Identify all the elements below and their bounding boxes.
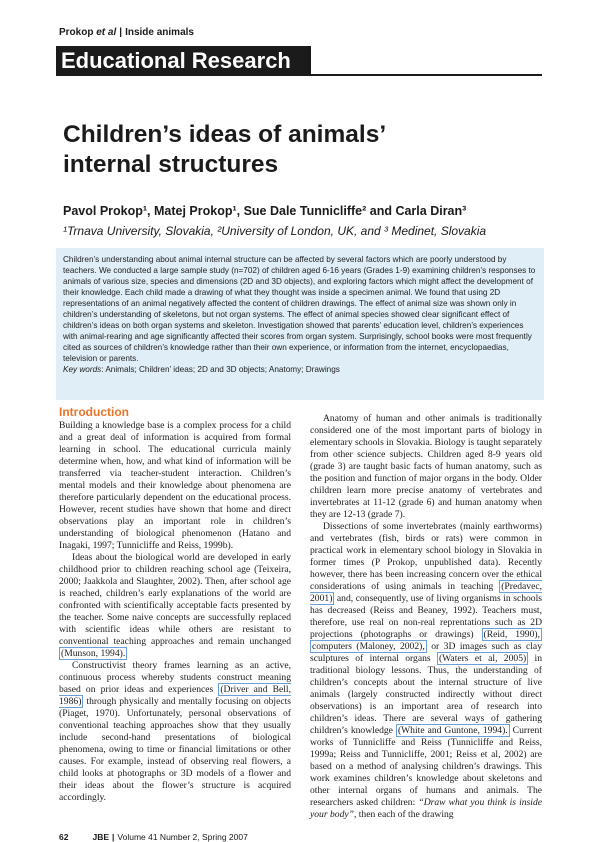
left-p3-text-cont: through physically and mentally focusing on objects (Piaget, 1970). Unfortunately, personal observations of conventional teaching approaches show that they usually include second-hand presentations of biological phenomena, owing to time or financial limitations or other causes. For example, instead of observing real flowers, a child looks at photographs or 3D models of a flower and their ideas about the flower’s structure is acquired accordingly.	[59, 696, 291, 803]
journal-name: JBE	[92, 832, 110, 842]
citation-link[interactable]: (Reid, 1990),	[483, 629, 540, 640]
left-paragraph-1: Building a knowledge base is a complex process for a child and a great deal of information is acquired from formal learning in school. The educational curricula mainly determine when, how, and what kind of information will be transferred via teacher-student interaction. Children’s mental models and their knowledge about phenomena are therefore particularly dependent on the educational process. However, recent studies have shown that home and direct observations play an important role in children’s understanding of biological phenomenon (Hatano and Inagaki, 1997; Tunnicliffe and Reiss, 1999b).	[59, 420, 291, 551]
right-paragraph-1: Anatomy of human and other animals is traditionally considered one of the most important parts of biology in elementary schools in Slovakia. Biology is taught separately from other science subjects. Children aged 8-9 years old (grade 3) are taught basic facts of human anatomy, such as the position and function of major organs in the body. Older children learn more precise anatomy of vertebrates and invertebrates at 11-12 (grade 6) and human anatomy when they are 12-13 (grade 7).	[310, 413, 542, 520]
running-head-separator: |	[119, 27, 123, 38]
quoted-prompt: “Draw what you think is inside your body”	[310, 797, 543, 820]
page-number: 62	[59, 832, 69, 842]
affiliations: ¹Trnava University, Slovakia, ²University of London, UK, and ³ Medinet, Slovakia	[63, 224, 487, 238]
author-list: Pavol Prokop¹, Matej Prokop¹, Sue Dale Tunnicliffe² and Carla Diran³	[63, 204, 467, 218]
running-head-et-al: et al	[96, 27, 117, 38]
right-paragraph-2	[310, 521, 542, 821]
left-column	[59, 420, 291, 804]
citation-link[interactable]: (Predavec, 2001)	[310, 581, 542, 604]
title-line-1: Children’s ideas of animals’	[63, 121, 387, 148]
right-p2-text: Current works of Tunnicliffe and Reiss (Tunnicliffe and Reiss, 1999a; Reiss and Tunnicliffe, 2001; Reiss et al, 2002) are based on a method of analysing children’s drawings. This work examines children’s knowledge about skeletons and other internal organs of humans and animals. The researchers asked children:	[310, 725, 542, 808]
right-p2-text: Dissections of some invertebrates (mainly earthworms) and vertebrates (fish, birds or rats) were common in practical work in elementary school biology in Slovakia in former times (P Prokop, unpublished data). Recently however, there has been increasing concern over the ethical considerations of using animals in teaching	[310, 521, 542, 592]
right-column	[310, 413, 542, 821]
citation-link[interactable]: (Munson, 1994).	[61, 648, 126, 659]
running-head-authors: Prokop	[59, 27, 97, 38]
left-p3-text: Constructivist theory frames learning as an active, continuous process whereby students construct meaning based on prior ideas and experiences	[59, 660, 291, 695]
section-banner: Educational Research	[56, 46, 311, 75]
footer-separator: |	[112, 832, 115, 842]
citation-link[interactable]: (Driver and Bell, 1986)	[59, 684, 291, 707]
right-p2-text: or 3D images such as clay sculptures of internal organs	[310, 641, 542, 664]
keywords-label: Key words	[63, 365, 102, 374]
citation-link[interactable]: (White and Guntone, 1994).	[397, 725, 508, 736]
title-line-2: internal structures	[63, 151, 279, 178]
citation-link[interactable]: computers (Maloney, 2002),	[312, 641, 425, 652]
introduction-heading: Introduction	[59, 405, 129, 419]
left-paragraph-2	[59, 552, 291, 660]
article-title	[63, 120, 493, 180]
running-head-section: Inside animals	[125, 27, 194, 38]
journal-volume: Volume 41 Number 2, Spring 2007	[117, 832, 248, 842]
banner-rule	[56, 74, 542, 76]
citation-link[interactable]: (Waters et al, 2005)	[438, 653, 527, 664]
left-paragraph-3	[59, 660, 291, 804]
right-p2-text: in traditional biology lessons. Thus, the understanding of children’s concepts about the internal structure of live animals (largely constructed indirectly without direct observations) is an important area of research into children’s ideas. There are several ways of gathering children’s knowledge	[310, 653, 542, 736]
keywords-list: : Animals; Children’ ideas; 2D and 3D objects; Anatomy; Drawings	[101, 365, 340, 374]
abstract-box	[56, 248, 544, 400]
abstract-text: Children’s understanding about animal internal structure can be affected by several factors which are poorly understood by teachers. We conducted a large sample study (n=702) of children aged 6-16 years (Grades 1-9) examining children’s responses to animals of various size, species and dimensions (2D and 3D objects), and exploring factors which might affect the development of their knowledge. Each child made a drawing of what they thought was inside a specimen animal. We found that using 2D representations of an animal negatively affected the content of children drawings. The effect of animal size was shown only in children’s understanding of skeletons, but not organ systems. The effect of animal species showed clear significant effect of children’s ideas on both organ systems and skeleton. Investigation showed that parents’ education level, children’s experiences with animal-rearing and age significantly affected their scores from organ system. Surprisingly, school books were most frequently cited as sources of children’s knowledge rather than their own experience, or information from the internet, encyclopaedias, television or parents.	[63, 255, 536, 363]
right-p2-text: and, consequently, use of living organisms in schools has decreased (Reiss and Beaney, 1992). Teachers must, therefore, use real on non-real reprentations such as 2D projections (photographs or drawings)	[310, 593, 542, 640]
keywords-line	[63, 364, 537, 375]
page-footer	[59, 832, 248, 842]
running-head	[59, 27, 194, 38]
right-p2-text: , then each of the drawing	[353, 809, 454, 820]
left-p2-text: Ideas about the biological world are developed in early childhood prior to children reaching school age (Teixeira, 2000; Jaakkola and Slaughter, 2002). Then, after school age is reached, children’s early explanations of the world are confronted with scientifically acceptable facts presented by the teacher. Some naive concepts are successfully replaced with scientific ideas while others are resistant to conventional teaching approaches and remain unchanged	[59, 552, 291, 647]
